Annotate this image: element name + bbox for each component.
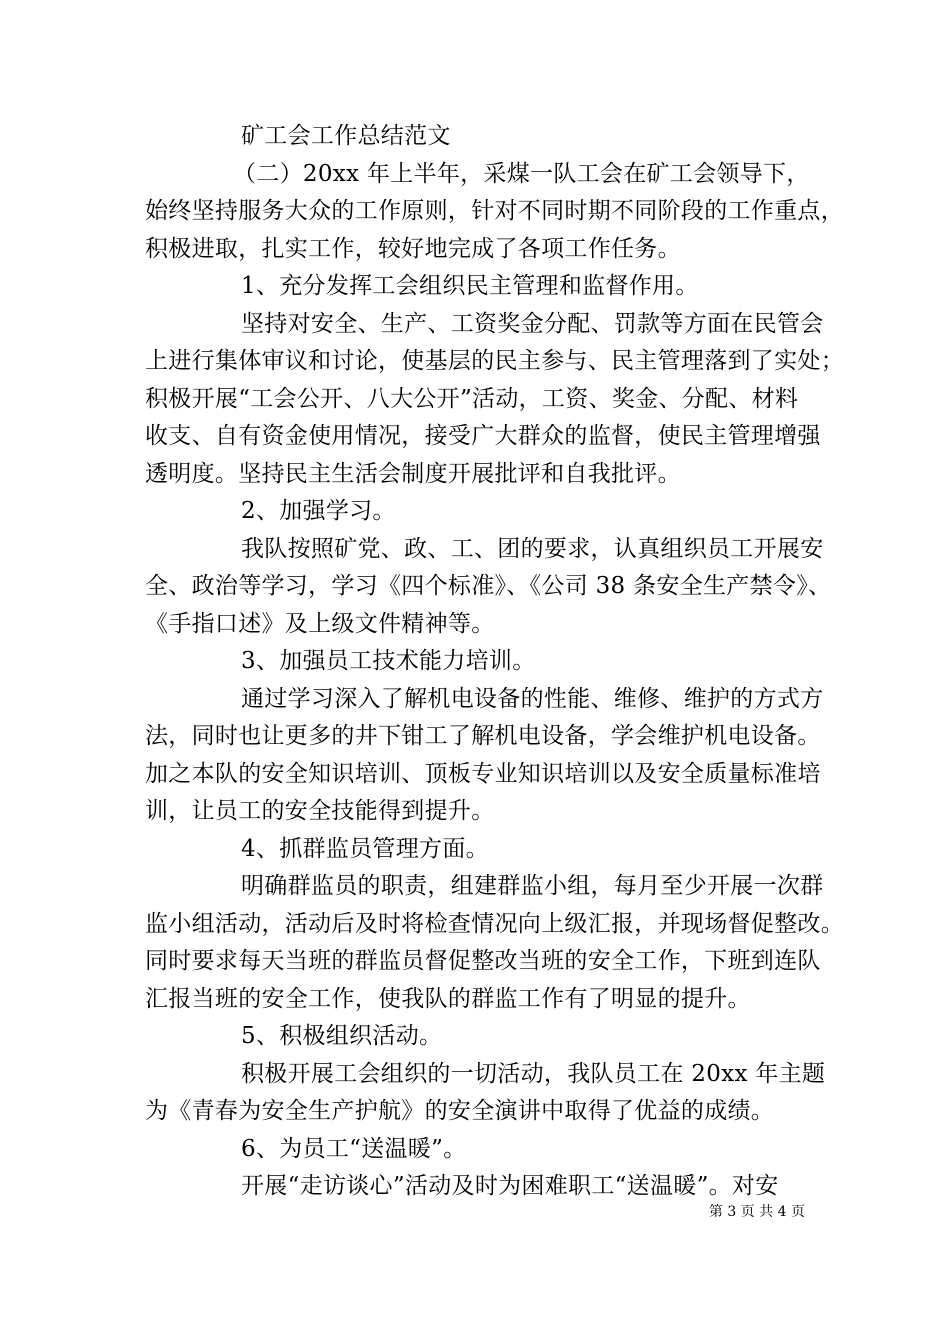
document-title: 矿工会工作总结范文	[241, 123, 451, 149]
paragraph-line: 通过学习深入了解机电设备的性能、维修、维护的方式方	[241, 685, 824, 712]
paragraph-line: 开展“走访谈心”活动及时为困难职工“送温暖”。对安	[241, 1173, 779, 1199]
paragraph-line: 加之本队的安全知识培训、顶板专业知识培训以及安全质量标准培	[145, 760, 821, 787]
paragraph-line: （二）20xx 年上半年，采煤一队工会在矿工会领导下，	[233, 160, 810, 187]
paragraph-line: 训，让员工的安全技能得到提升。	[145, 798, 495, 824]
paragraph-line: 始终坚持服务大众的工作原则，针对不同时期不同阶段的工作重点，	[145, 198, 844, 224]
paragraph-line: 积极开展“工会公开、八大公开”活动，工资、奖金、分配、材料	[145, 385, 799, 412]
section-heading: 2、加强学习。	[241, 498, 396, 524]
section-heading: 3、加强员工技术能力培训。	[241, 648, 536, 674]
paragraph-line: 坚持对安全、生产、工资奖金分配、罚款等方面在民管会	[241, 310, 824, 337]
section-heading: 6、为员工“送温暖”。	[241, 1135, 467, 1162]
paragraph-line: 收支、自有资金使用情况，接受广大群众的监督，使民主管理增强	[145, 423, 821, 449]
paragraph-line: 同时要求每天当班的群监员督促整改当班的安全工作，下班到连队	[145, 948, 821, 974]
paragraph-line: 上进行集体审议和讨论，使基层的民主参与、民主管理落到了实处；	[145, 348, 844, 374]
paragraph-line: 监小组活动，活动后及时将检查情况向上级汇报，并现场督促整改。	[145, 910, 844, 937]
document-body	[145, 118, 844, 1206]
paragraph-line: 为《青春为安全生产护航》的安全演讲中取得了优益的成绩。	[145, 1098, 775, 1124]
paragraph-line: 明确群监员的职责，组建群监小组，每月至少开展一次群	[241, 873, 824, 899]
paragraph-line: 法，同时也让更多的井下钳工了解机电设备，学会维护机电设备。	[145, 723, 821, 749]
section-heading: 1、充分发挥工会组织民主管理和监督作用。	[241, 273, 699, 299]
section-heading: 5、积极组织活动。	[241, 1023, 443, 1049]
paragraph-line: 我队按照矿党、政、工、团的要求，认真组织员工开展安	[241, 535, 824, 562]
paragraph-line: 汇报当班的安全工作，使我队的群监工作有了明显的提升。	[145, 985, 751, 1012]
paragraph-line: 全、政治等学习，学习《四个标准》、《公司 38 条安全生产禁令》、	[145, 573, 832, 599]
paragraph-line: 透明度。坚持民主生活会制度开展批评和自我批评。	[145, 460, 681, 487]
section-heading: 4、抓群监员管理方面。	[241, 835, 489, 862]
paragraph-line: 积极开展工会组织的一切活动，我队员工在 20xx 年主题	[241, 1060, 826, 1087]
paragraph-line: 《手指口述》及上级文件精神等。	[145, 610, 495, 637]
page-number: 第 3 页 共 4 页	[708, 1204, 805, 1220]
paragraph-line: 积极进取，扎实工作，较好地完成了各项工作任务。	[145, 235, 681, 262]
